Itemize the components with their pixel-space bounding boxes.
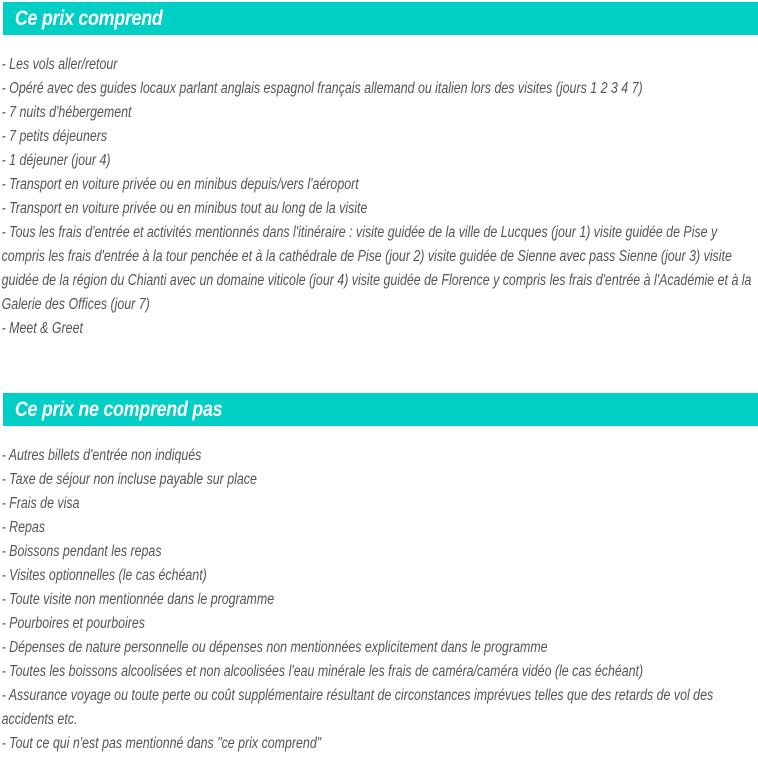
price-includes-list bbox=[0, 53, 758, 341]
price-includes-section bbox=[0, 2, 758, 341]
list-item: - Tous les frais d'entrée et activités mentionnés dans l'itinéraire : visite guidée de la ville de Lucques (jour 1) visite guidée de Pise y compris les frais d'entrée à la tour penchée et à la cathédrale de Pise (jour 2) visite guidée de Sienne avec pass Sienne (jour 3) visite guidée de la région du Chianti avec un domaine viticole (jour 4) visite guidée de Florence y compris les frais d'entrée à l'Académie et à la Galerie des Offices (jour 7) bbox=[1, 224, 752, 313]
list-item: - Transport en voiture privée ou en minibus depuis/vers l'aéroport bbox=[1, 176, 359, 193]
list-item: - Toute visite non mentionnée dans le programme bbox=[1, 591, 275, 608]
list-item: - Autres billets d'entrée non indiqués bbox=[1, 447, 202, 464]
list-item: - 1 déjeuner (jour 4) bbox=[1, 152, 111, 169]
list-item: - 7 petits déjeuners bbox=[1, 128, 108, 145]
list-item: - Boissons pendant les repas bbox=[1, 543, 162, 560]
price-includes-title: Ce prix comprend bbox=[14, 6, 163, 30]
price-excludes-title: Ce prix ne comprend pas bbox=[14, 397, 223, 421]
list-item: - Meet & Greet bbox=[1, 320, 83, 337]
price-excludes-header-banner bbox=[3, 393, 758, 426]
list-item: - Repas bbox=[1, 519, 46, 536]
list-item: - Assurance voyage ou toute perte ou coût supplémentaire résultant de circonstances imprévues telles que des retards de vol des accidents etc. bbox=[1, 687, 714, 728]
list-item: - Taxe de séjour non incluse payable sur place bbox=[1, 471, 257, 488]
list-item: - Frais de visa bbox=[1, 495, 80, 512]
price-excludes-section bbox=[0, 393, 758, 756]
list-item: - Pourboires et pourboires bbox=[1, 615, 145, 632]
list-item: - Les vols aller/retour bbox=[1, 56, 118, 73]
price-includes-header-banner bbox=[3, 2, 758, 35]
list-item: - Transport en voiture privée ou en minibus tout au long de la visite bbox=[1, 200, 368, 217]
list-item: - Toutes les boissons alcoolisées et non alcoolisées l'eau minérale les frais de caméra/caméra vidéo (le cas échéant) bbox=[1, 663, 644, 680]
list-item: - Tout ce qui n'est pas mentionné dans "ce prix comprend" bbox=[1, 735, 322, 752]
list-item: - Opéré avec des guides locaux parlant anglais espagnol français allemand ou italien lors des visites (jours 1 2 3 4 7) bbox=[1, 80, 643, 97]
list-item: - Dépenses de nature personnelle ou dépenses non mentionnées explicitement dans le programme bbox=[1, 639, 548, 656]
price-excludes-list bbox=[0, 444, 758, 756]
list-item: - Visites optionnelles (le cas échéant) bbox=[1, 567, 207, 584]
list-item: - 7 nuits d'hébergement bbox=[1, 104, 132, 121]
